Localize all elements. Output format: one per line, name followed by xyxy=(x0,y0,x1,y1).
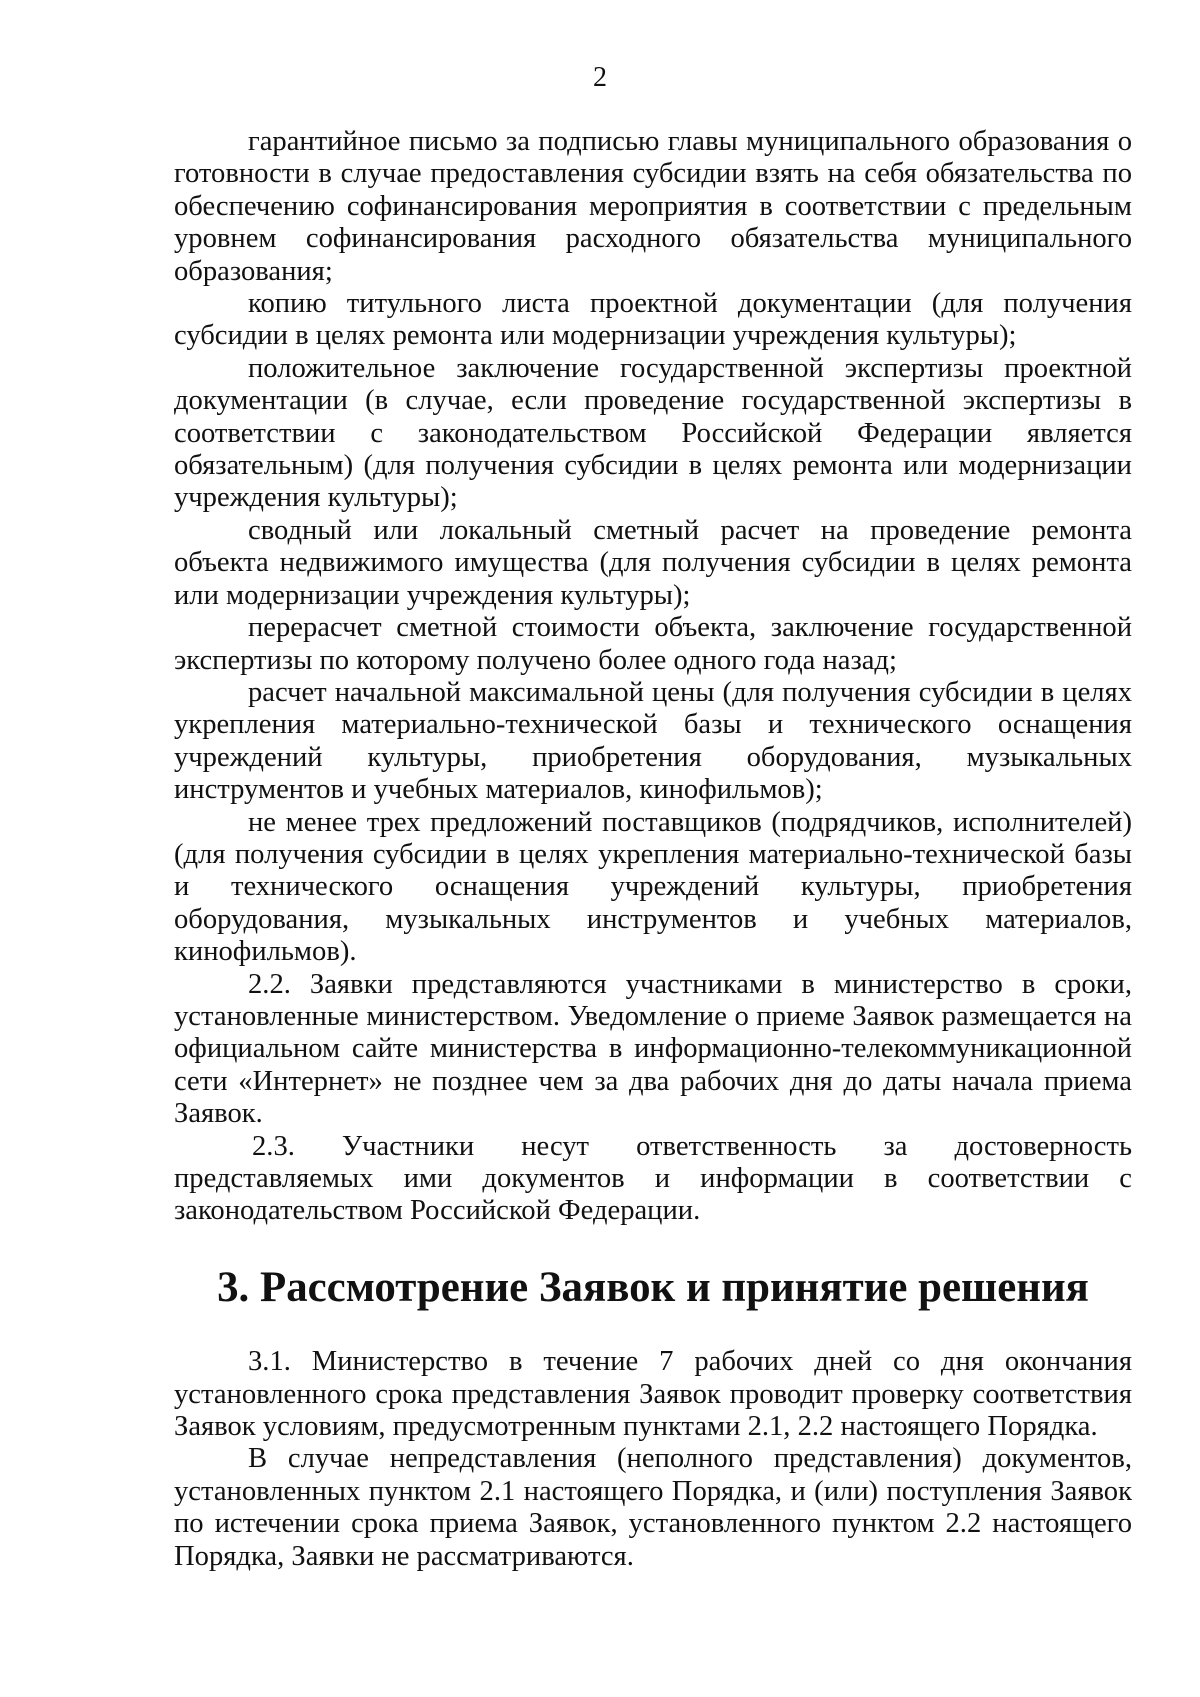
section-heading: 3. Рассмотрение Заявок и принятие решения xyxy=(217,1263,1089,1311)
paragraph-title-page-copy: копию титульного листа проектной документации (для получения субсидии в целях ремонта или модернизации учреждения культуры); xyxy=(174,288,1132,352)
document-body xyxy=(174,126,1132,1573)
paragraph-supplier-offers: не менее трех предложений поставщиков (подрядчиков, исполнителей) (для получения субсидии в целях укрепления материально-технической базы и технического оснащения учреждений культуры, приобретения оборудования, музыкальных инструментов и учебных материалов, кинофильмов). xyxy=(174,806,1132,968)
paragraph-estimate-calculation: сводный или локальный сметный расчет на проведение ремонта объекта недвижимого имущества (для получения субсидии в целях ремонта или модернизации учреждения культуры); xyxy=(174,514,1132,611)
paragraph-section-2-3: 2.3. Участники несут ответственность за достоверность представляемых ими документов и информации в соответствии с законодательством Российской Федерации. xyxy=(174,1130,1132,1227)
paragraph-guarantee-letter: гарантийное письмо за подписью главы муниципального образования о готовности в случае предоставления субсидии взять на себя обязательства по обеспечению софинансирования мероприятия в соответствии с предельным уровнем софинансирования расходного обязательства муниципального образования; xyxy=(174,126,1132,287)
paragraph-cost-recalculation: перерасчет сметной стоимости объекта, заключение государственной экспертизы по которому получено более одного года назад; xyxy=(174,612,1132,676)
paragraph-positive-expert-conclusion: положительное заключение государственной экспертизы проектной документации (в случае, если проведение государственной экспертизы в соответствии с законодательством Российской Федерации является обязательным) (для получения субсидии в целях ремонта или модернизации учреждения культуры); xyxy=(174,352,1132,514)
page-number: 2 xyxy=(593,62,607,93)
paragraph-section-3-1: 3.1. Министерство в течение 7 рабочих дней со дня окончания установленного срока представления Заявок проводит проверку соответствия Заявок условиям, предусмотренным пунктами 2.1, 2.2 настоящего Порядка. xyxy=(174,1346,1132,1443)
paragraph-section-2-2: 2.2. Заявки представляются участниками в министерство в сроки, установленные министерством. Уведомление о приеме Заявок размещается на официальном сайте министерства в информационно-телекоммуникационной сети «Интернет» не позднее чем за два рабочих дня до даты начала приема Заявок. xyxy=(174,968,1132,1130)
paragraph-non-submission: В случае непредставления (неполного представления) документов, установленных пунктом 2.1 настоящего Порядка, и (или) поступления Заявок по истечении срока приема Заявок, установленного пунктом 2.2 настоящего Порядка, Заявки не рассматриваются. xyxy=(174,1443,1132,1572)
paragraph-initial-max-price: расчет начальной максимальной цены (для получения субсидии в целях укрепления материально-технической базы и технического оснащения учреждений культуры, приобретения оборудования, музыкальных инструментов и учебных материалов, кинофильмов); xyxy=(174,676,1132,806)
